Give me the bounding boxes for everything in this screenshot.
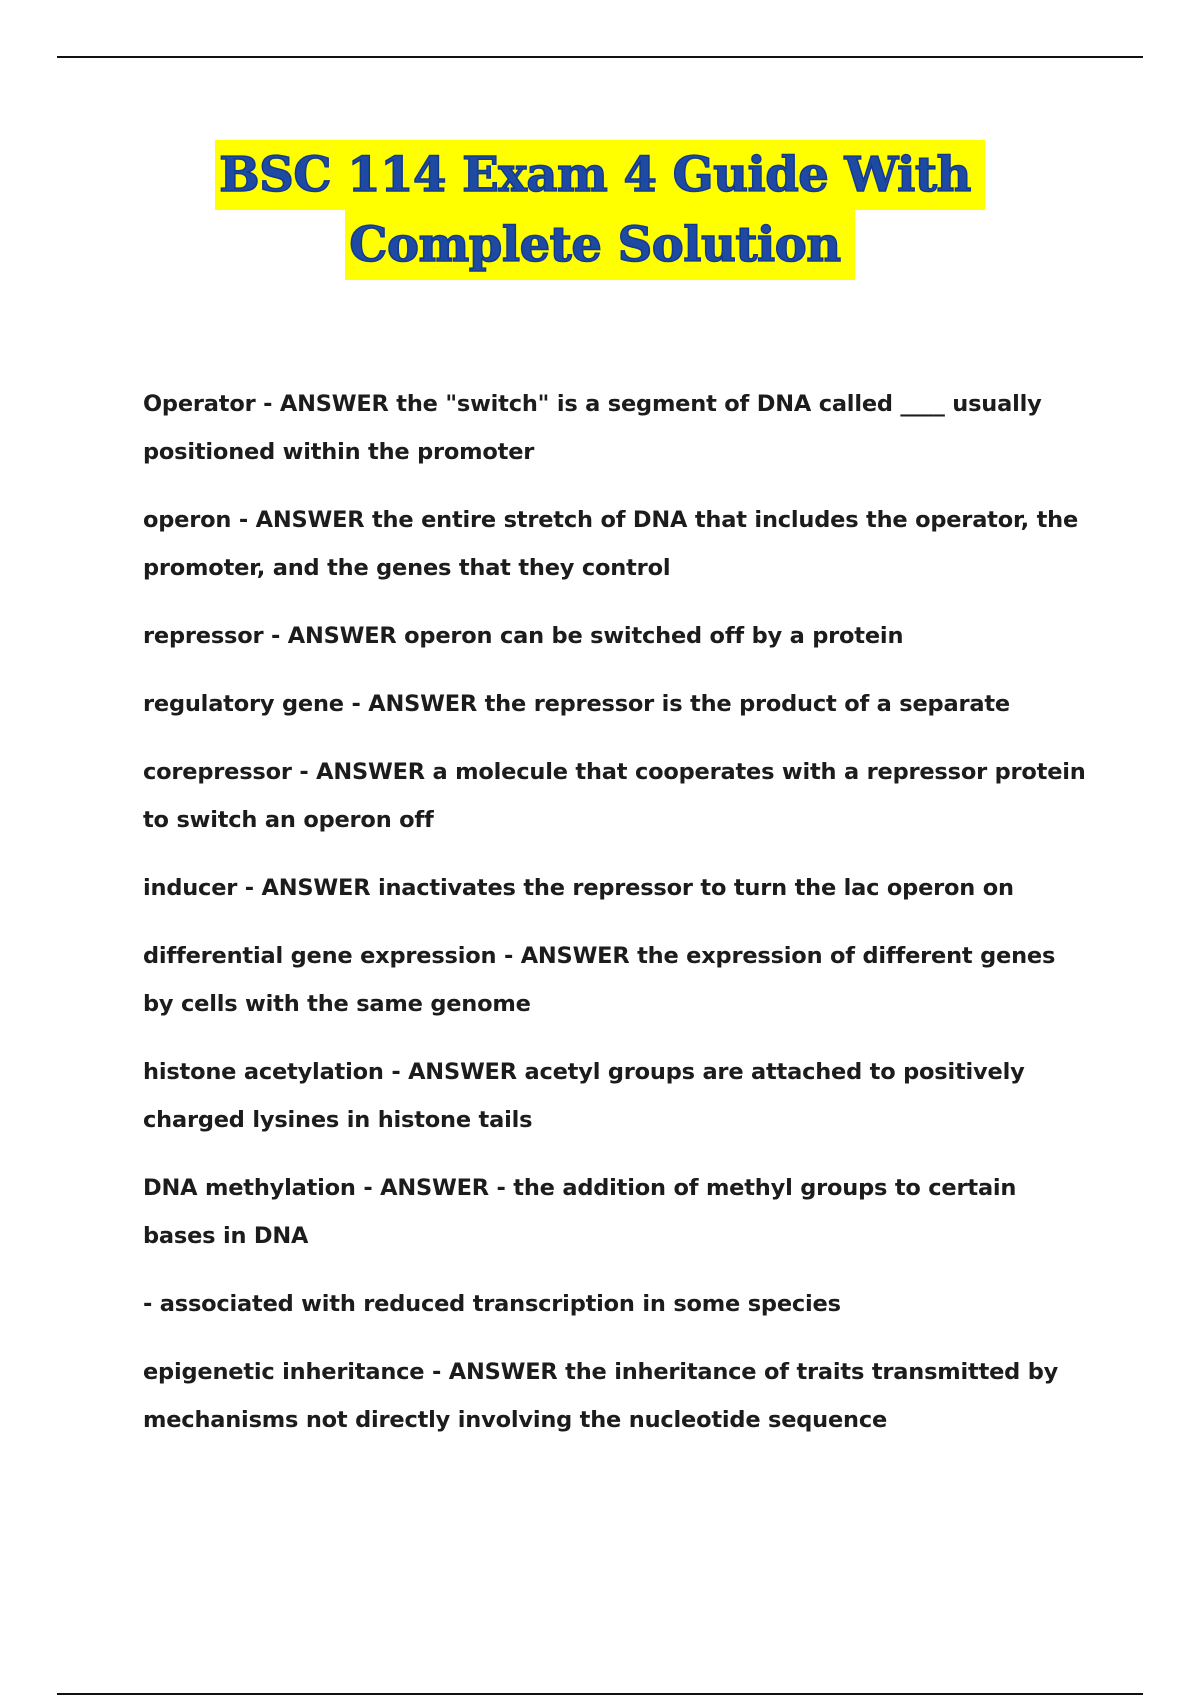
bottom-divider: [57, 1693, 1143, 1695]
qa-entry-corepressor: corepressor - ANSWER a molecule that cooperates with a repressor protein to switch an operon off: [143, 759, 1086, 833]
document-title: [0, 140, 1200, 280]
title-line-1: BSC 114 Exam 4 Guide With: [215, 140, 985, 210]
qa-entry-dna-methylation: DNA methylation - ANSWER - the addition of methyl groups to certain bases in DNA: [143, 1175, 1017, 1249]
qa-entry-operon: operon - ANSWER the entire stretch of DNA that includes the operator, the promoter, and the genes that they control: [143, 507, 1079, 581]
top-divider: [57, 56, 1143, 58]
qa-entry-histone-acetylation: histone acetylation - ANSWER acetyl groups are attached to positively charged lysines in histone tails: [143, 1059, 1025, 1133]
qa-entry-repressor: repressor - ANSWER operon can be switched off by a protein: [143, 623, 904, 649]
qa-entry-dna-methylation-note: - associated with reduced transcription in some species: [143, 1291, 841, 1317]
title-line-2: Complete Solution: [345, 210, 854, 280]
qa-entry-inducer: inducer - ANSWER inactivates the repressor to turn the lac operon on: [143, 875, 1014, 901]
qa-entry-differential-gene-expression: differential gene expression - ANSWER the expression of different genes by cells with the same genome: [143, 943, 1056, 1017]
qa-entry-regulatory-gene: regulatory gene - ANSWER the repressor is the product of a separate: [143, 691, 1010, 717]
qa-list: [143, 380, 1093, 1464]
qa-entry-epigenetic-inheritance: epigenetic inheritance - ANSWER the inheritance of traits transmitted by mechanisms not directly involving the nucleotide sequence: [143, 1359, 1059, 1433]
qa-entry-operator: Operator - ANSWER the "switch" is a segment of DNA called ____ usually positioned within the promoter: [143, 391, 1042, 465]
